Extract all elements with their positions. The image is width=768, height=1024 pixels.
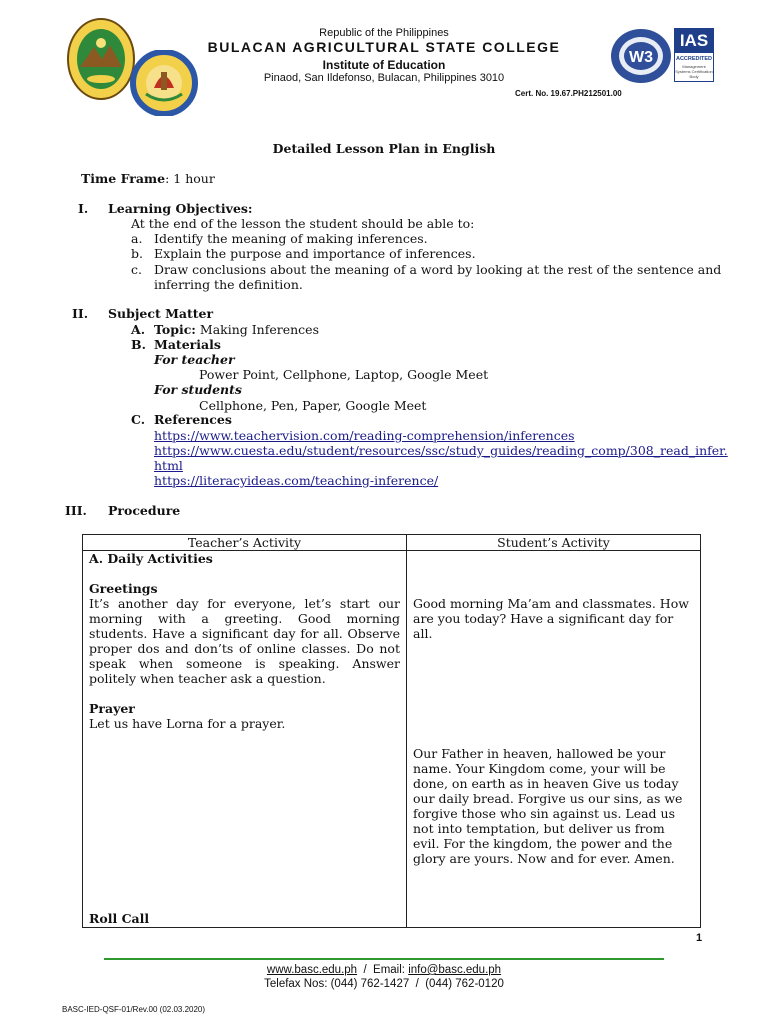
section-3-number: III. <box>65 503 87 518</box>
section-2-number: II. <box>72 306 89 321</box>
footer-email-link[interactable]: info@basc.edu.ph <box>408 964 502 976</box>
prayer-heading: Prayer <box>89 701 135 716</box>
teacher-greeting-text: It’s another day for everyone, let’s start our morning with a greeting. Good morning students. Have a significant day for all. Observe proper dos and don’ts of online classes. Do not speak when someone is speaking. Answer politely when teacher ask a question. <box>89 596 400 686</box>
reference-link-2-cont[interactable]: html <box>154 458 183 473</box>
topic-value: Making Inferences <box>195 322 319 337</box>
teacher-prayer-text: Let us have Lorna for a prayer. <box>89 716 286 731</box>
footer-telefax: Telefax Nos: (044) 762-1427 / (044) 762-0120 <box>264 978 504 990</box>
footer-website-link[interactable]: www.basc.edu.ph <box>266 964 358 976</box>
w3-text: W3 <box>629 49 653 66</box>
for-teacher-label: For teacher <box>154 352 235 367</box>
student-greeting-text: Good morning Ma’am and classmates. How are you today? Have a significant day for all. <box>413 596 689 641</box>
reference-link-1[interactable]: https://www.teachervision.com/reading-comprehension/inferences <box>154 428 575 443</box>
section-1-title: Learning Objectives: <box>108 201 253 216</box>
student-activity-header: Student’s Activity <box>407 535 701 551</box>
time-frame-label: Time Frame <box>81 171 166 186</box>
materials-label: Materials <box>154 337 221 352</box>
objective-c-line2: inferring the definition. <box>154 277 303 292</box>
student-activity-cell <box>407 551 701 928</box>
objective-a: Identify the meaning of making inferences. <box>154 231 428 246</box>
header-institute: Institute of Education <box>322 58 446 72</box>
time-frame-value: : 1 hour <box>165 171 215 186</box>
reference-link-3[interactable]: https://literacyideas.com/teaching-inference/ <box>154 473 439 488</box>
reference-link-2[interactable]: https://www.cuesta.edu/student/resources/ssc/study_guides/reading_comp/308_read_infer. <box>154 443 728 458</box>
subject-c-letter: C. <box>131 412 146 427</box>
objective-b-letter: b. <box>131 246 143 261</box>
header-republic: Republic of the Philippines <box>319 27 449 39</box>
ias-small-text: Management Systems Certification Body <box>675 64 713 79</box>
footer-email-label: / Email: <box>357 964 409 976</box>
for-students-label: For students <box>154 382 242 397</box>
document-title: Detailed Lesson Plan in English <box>272 141 496 156</box>
objectives-intro: At the end of the lesson the student should be able to: <box>131 216 475 231</box>
time-frame <box>81 171 215 186</box>
section-3-title: Procedure <box>108 503 181 518</box>
subject-a-letter: A. <box>131 322 146 337</box>
greetings-heading: Greetings <box>89 581 158 596</box>
subject-b-letter: B. <box>131 337 146 352</box>
header-college-name: BULACAN AGRICULTURAL STATE COLLEGE <box>207 39 561 55</box>
topic-line <box>154 322 319 337</box>
footer-divider <box>104 958 664 960</box>
roll-call-heading: Roll Call <box>89 911 150 926</box>
student-prayer-text: Our Father in heaven, hallowed be your name. Your Kingdom come, your will be done, on earth as in heaven Give us today our daily bread. Forgive us our sins, as we forgive those who sin against us. Lead us not into temptation, but deliver us from evil. For the kingdom, the power and the glory are yours. Now and for ever. Amen. <box>413 746 683 866</box>
topic-label: Topic: <box>154 322 196 337</box>
student-materials: Cellphone, Pen, Paper, Google Meet <box>199 398 427 413</box>
teacher-materials: Power Point, Cellphone, Laptop, Google Meet <box>199 367 489 382</box>
section-1-number: I. <box>78 201 89 216</box>
footer-contact <box>0 964 768 976</box>
page-number: 1 <box>696 932 703 944</box>
objective-a-letter: a. <box>131 231 143 246</box>
document-code: BASC-IED-QSF-01/Rev.00 (02.03.2020) <box>62 1005 206 1014</box>
section-2-title: Subject Matter <box>108 306 214 321</box>
header-address: Pinaod, San Ildefonso, Bulacan, Philippines 3010 <box>263 72 505 84</box>
objective-c-letter: c. <box>131 262 142 277</box>
teacher-activity-cell <box>83 551 407 928</box>
cert-number: Cert. No. 19.67.PH212501.00 <box>515 89 622 98</box>
objective-b: Explain the purpose and importance of inferences. <box>154 246 476 261</box>
daily-activities-heading: A. Daily Activities <box>89 551 213 566</box>
ias-text: IAS <box>675 29 713 53</box>
procedure-table <box>82 534 701 928</box>
teacher-activity-header: Teacher’s Activity <box>83 535 407 551</box>
references-label: References <box>154 412 232 427</box>
ias-accredited-text: ACCREDITED <box>675 56 713 62</box>
objective-c-line1: Draw conclusions about the meaning of a word by looking at the rest of the sentence and <box>154 262 722 277</box>
